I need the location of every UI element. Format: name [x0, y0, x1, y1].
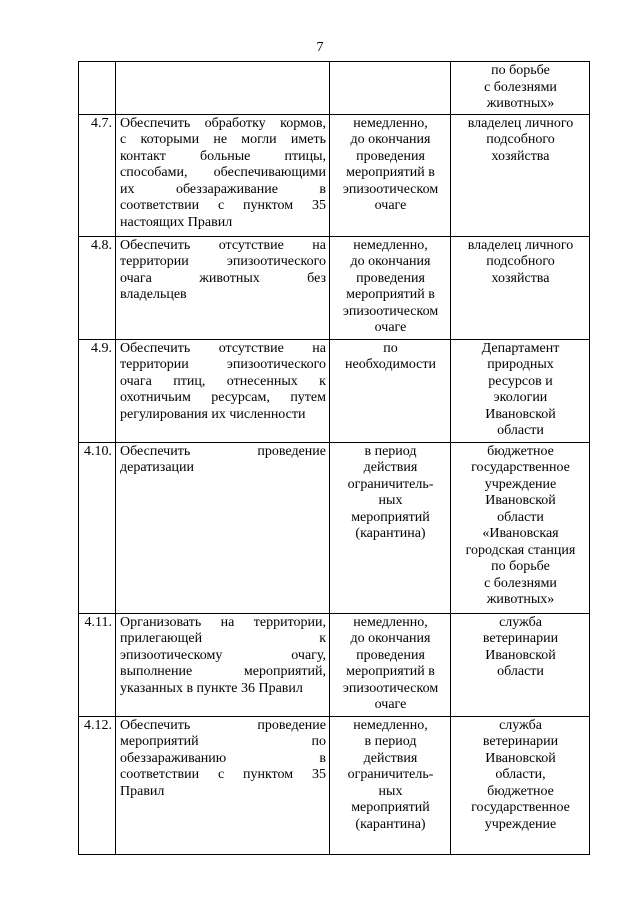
- term-text-line: необходимости: [344, 357, 436, 372]
- term-text: [330, 716, 451, 854]
- measure-text: [116, 716, 330, 854]
- table-row: [79, 339, 590, 442]
- measure-text-line: дератизации: [120, 460, 195, 475]
- item-number: 4.8.: [79, 236, 116, 339]
- responsible-text-line: городская станция: [465, 542, 576, 558]
- term-text-line: до окончания: [350, 132, 431, 147]
- responsible-text-line: области: [497, 509, 544, 525]
- measure-text-line: способами, обеспечивающими: [120, 165, 326, 180]
- item-number: 4.9.: [79, 339, 116, 442]
- responsible-text-line: по борьбе: [491, 63, 550, 78]
- responsible-text-line: ресурсов и: [488, 373, 553, 389]
- measure-text-line: соответствии с пунктом 35: [120, 198, 326, 213]
- term-text-line: ограничитель-: [347, 767, 434, 782]
- responsible-text-line: подсобного: [486, 132, 555, 147]
- responsible-text-line: бюджетное: [487, 443, 554, 459]
- term-text-line: до окончания: [350, 631, 431, 646]
- item-number: 4.12.: [79, 716, 116, 854]
- responsible-text-line: области: [497, 664, 544, 679]
- responsible-text-line: государственное: [471, 460, 570, 475]
- responsible-text-line: животных»: [486, 96, 555, 111]
- measure-text-line: контакт больные птицы,: [120, 148, 326, 164]
- responsible-text-line: учреждение: [484, 476, 557, 492]
- measure-text-line: их обеззараживание в: [120, 181, 326, 197]
- term-text-line: эпизоотическом: [342, 680, 439, 696]
- term-text-line: мероприятий в: [346, 287, 435, 302]
- term-text-line: немедленно,: [353, 614, 428, 630]
- term-text: [330, 114, 451, 236]
- responsible-text-line: бюджетное: [487, 783, 554, 799]
- term-text-line: в период: [364, 734, 417, 749]
- table-row: [79, 716, 590, 854]
- term-text: [330, 442, 451, 613]
- measure-text-line: Обеспечить проведение: [120, 443, 326, 459]
- measure-text: [116, 613, 330, 716]
- measure-text: [116, 442, 330, 613]
- term-text-line: действия: [363, 460, 418, 475]
- item-number: 4.10.: [79, 442, 116, 613]
- term-text-line: в период: [364, 443, 417, 459]
- term-text: [330, 236, 451, 339]
- term-text-line: (карантина): [355, 816, 426, 832]
- measure-text-line: указанных в пункте 36 Правил: [120, 680, 303, 696]
- responsible-text-line: служба: [499, 717, 542, 733]
- responsible-text-line: области: [497, 423, 544, 438]
- measure-text-line: обеззараживанию в: [120, 750, 326, 766]
- term-text: [330, 339, 451, 442]
- term-text-line: действия: [363, 750, 418, 766]
- measure-text-line: очага птиц, отнесенных к: [120, 373, 326, 389]
- term-text-line: очаге: [374, 697, 407, 712]
- measure-text-line: с которыми не могли иметь: [120, 132, 326, 147]
- responsible-text-line: учреждение: [484, 816, 557, 832]
- responsible-text-line: животных»: [486, 592, 555, 607]
- responsible-text-line: Ивановской: [485, 647, 556, 663]
- term-text-line: проведения: [356, 148, 425, 164]
- responsible-text-line: природных: [487, 357, 554, 372]
- item-number: [79, 62, 116, 115]
- item-number: 4.11.: [79, 613, 116, 716]
- responsible-text-line: подсобного: [486, 254, 555, 269]
- table-row: [79, 613, 590, 716]
- measure-text-line: Правил: [120, 783, 165, 799]
- measure-text-line: соответствии с пунктом 35: [120, 767, 326, 782]
- measure-text-line: эпизоотическому очагу,: [120, 647, 326, 663]
- responsible-text-line: Ивановской: [485, 750, 556, 766]
- table-row: [79, 114, 590, 236]
- responsible-text: [451, 716, 590, 854]
- responsible-text: [451, 613, 590, 716]
- responsible-text-line: владелец личного: [467, 115, 574, 131]
- measure-text-line: Обеспечить отсутствие на: [120, 340, 326, 356]
- measure-text: [116, 339, 330, 442]
- table-row: [79, 236, 590, 339]
- responsible-text: [451, 442, 590, 613]
- term-text-line: мероприятий: [351, 509, 430, 525]
- measure-text: [116, 62, 330, 115]
- measure-text-line: территории эпизоотического: [120, 254, 326, 269]
- term-text-line: мероприятий: [351, 800, 430, 815]
- measure-text-line: охотничьим ресурсам, путем: [120, 390, 326, 405]
- responsible-text-line: «Ивановская: [482, 526, 559, 541]
- responsible-text: [451, 114, 590, 236]
- measure-text-line: настоящих Правил: [120, 214, 233, 230]
- term-text-line: (карантина): [355, 526, 426, 541]
- responsible-text-line: хозяйства: [491, 270, 550, 286]
- responsible-text-line: ветеринарии: [482, 734, 559, 749]
- measure-text: [116, 114, 330, 236]
- term-text-line: ных: [378, 493, 403, 508]
- term-text-line: мероприятий в: [346, 664, 435, 679]
- measure-text-line: мероприятий по: [120, 734, 326, 749]
- responsible-text-line: государственное: [471, 800, 570, 815]
- measure-text-line: владельцев: [120, 287, 187, 302]
- measure-text: [116, 236, 330, 339]
- item-number: 4.7.: [79, 114, 116, 236]
- responsible-text-line: Департамент: [481, 340, 560, 356]
- responsible-text: [451, 339, 590, 442]
- term-text-line: немедленно,: [353, 237, 428, 253]
- term-text-line: мероприятий в: [346, 165, 435, 180]
- term-text-line: проведения: [356, 270, 425, 286]
- responsible-text-line: области,: [495, 767, 546, 782]
- term-text-line: ограничитель-: [347, 476, 434, 492]
- term-text-line: эпизоотическом: [342, 303, 439, 319]
- responsible-text: [451, 236, 590, 339]
- measure-text-line: очага животных без: [120, 270, 326, 286]
- measure-text-line: Обеспечить отсутствие на: [120, 237, 326, 253]
- term-text-line: очаге: [374, 198, 407, 213]
- table-row: [79, 442, 590, 613]
- term-text-line: до окончания: [350, 254, 431, 269]
- responsible-text-line: Ивановской: [485, 406, 556, 422]
- measure-text-line: Обеспечить обработку кормов,: [120, 115, 326, 131]
- responsible-text-line: хозяйства: [491, 148, 550, 164]
- responsible-text-line: ветеринарии: [482, 631, 559, 646]
- responsible-text: [451, 62, 590, 115]
- responsible-text-line: служба: [499, 614, 542, 630]
- measure-text-line: регулирования их численности: [120, 406, 306, 422]
- term-text-line: немедленно,: [353, 115, 428, 131]
- term-text-line: по: [383, 340, 398, 356]
- measure-text-line: прилегающей к: [120, 631, 326, 646]
- term-text-line: немедленно,: [353, 717, 428, 733]
- responsible-text-line: с болезнями: [484, 79, 557, 95]
- measures-table-body: [79, 62, 590, 855]
- table-row: [79, 62, 590, 115]
- term-text-line: проведения: [356, 647, 425, 663]
- page-number: 7: [316, 40, 324, 55]
- term-text-line: эпизоотическом: [342, 181, 439, 197]
- measure-text-line: территории эпизоотического: [120, 357, 326, 372]
- responsible-text-line: с болезнями: [484, 575, 557, 591]
- measure-text-line: Организовать на территории,: [120, 614, 326, 630]
- term-text-line: ных: [378, 783, 403, 799]
- responsible-text-line: по борьбе: [491, 559, 550, 574]
- term-text: [330, 62, 451, 115]
- responsible-text-line: Ивановской: [485, 493, 556, 508]
- term-text-line: очаге: [374, 320, 407, 335]
- term-text: [330, 613, 451, 716]
- responsible-text-line: владелец личного: [467, 237, 574, 253]
- measure-text-line: выполнение мероприятий,: [120, 664, 326, 679]
- measure-text-line: Обеспечить проведение: [120, 717, 326, 733]
- measures-table: [78, 61, 590, 855]
- responsible-text-line: экологии: [493, 390, 548, 405]
